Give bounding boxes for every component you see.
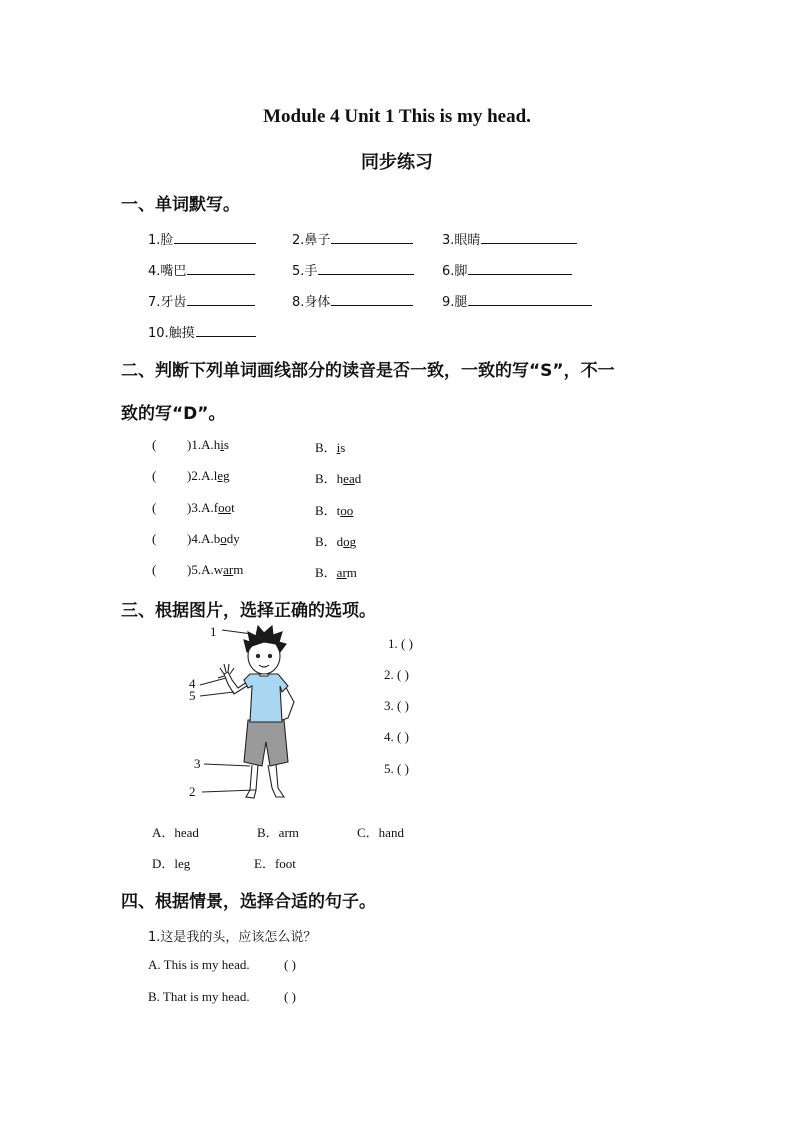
answer-paren[interactable]: ( [152, 562, 157, 578]
right-leg [268, 764, 284, 797]
word-b: B．dog [315, 533, 357, 549]
page-subtitle: 同步练习 [361, 152, 433, 173]
option-c: C．hand [357, 825, 404, 840]
answer-blank[interactable] [331, 231, 413, 244]
answer-slot[interactable]: 2. ( ) [384, 667, 409, 682]
underlined-letters: oo [340, 502, 354, 518]
word-item: 6.脚 [442, 260, 572, 279]
section4-question: 1.这是我的头，应该怎么说？ [148, 930, 317, 945]
answer-blank[interactable] [196, 324, 256, 337]
word-item: 9.腿 [442, 291, 592, 310]
word-item: 5.手 [292, 260, 414, 279]
word-b: B．head [315, 471, 362, 487]
word-a: )3.A.foot [187, 499, 235, 515]
answer-blank[interactable] [468, 262, 572, 275]
answer-blank[interactable] [331, 293, 413, 306]
word-item: 3.眼睛 [442, 229, 577, 248]
section2-heading-line1: 二、判断下列单词画线部分的读音是否一致，一致的写“S”，不一 [121, 361, 615, 381]
word-a: )1.A.his [187, 437, 229, 452]
underlined-letters: eg [217, 468, 230, 484]
option-d: D．leg [152, 856, 191, 871]
underlined-letters: o [343, 533, 350, 549]
word-item: 10.触摸 [148, 322, 256, 341]
answer-paren[interactable]: ( [152, 468, 157, 484]
word-item: 8.身体 [292, 291, 413, 310]
word-item: 2.鼻子 [292, 229, 413, 248]
answer-blank[interactable] [468, 293, 592, 306]
figure-label-5: 5 [189, 688, 196, 703]
word-a: )2.A.leg [187, 468, 230, 484]
left-eye [256, 654, 259, 657]
figure-label-2: 2 [189, 784, 196, 799]
answer-blank[interactable] [174, 231, 256, 244]
word-b: B．arm [315, 565, 357, 581]
sentence-option-a: A. This is my head. [148, 957, 250, 972]
figure-label-3: 3 [194, 756, 201, 771]
left-leg [246, 765, 258, 798]
word-b: B．too [315, 502, 354, 518]
option-b: B．arm [257, 825, 299, 840]
word-item: 4.嘴巴 [148, 260, 255, 279]
answer-slot[interactable]: 4. ( ) [384, 729, 409, 744]
arrow-5 [200, 692, 234, 696]
underlined-letters: i [220, 437, 224, 452]
underlined-letters: ar [223, 562, 234, 578]
section3-heading: 三、根据图片，选择正确的选项。 [121, 601, 376, 621]
t-shirt [244, 674, 288, 722]
option-a: A．head [152, 825, 199, 840]
figure-label-4: 4 [189, 676, 196, 691]
arrow-3 [204, 764, 250, 766]
answer-slot[interactable]: 3. ( ) [384, 698, 409, 713]
section2-heading-line2: 致的写“D”。 [121, 404, 226, 424]
answer-paren[interactable]: ( [152, 530, 157, 546]
page-title: Module 4 Unit 1 This is my head. [263, 106, 531, 127]
shorts [244, 720, 288, 766]
word-b: B．is [315, 440, 346, 455]
answer-blank[interactable] [318, 262, 414, 275]
right-eye [268, 654, 271, 657]
answer-slot[interactable]: ( ) [284, 957, 296, 972]
section4-heading: 四、根据情景，选择合适的句子。 [121, 892, 376, 912]
underlined-letters: i [336, 440, 341, 455]
arrow-4 [200, 678, 226, 685]
option-e: E．foot [254, 856, 296, 871]
arrow-2 [202, 790, 256, 792]
answer-blank[interactable] [187, 262, 255, 275]
answer-slot[interactable]: 5. ( ) [384, 761, 409, 776]
answer-paren[interactable]: ( [152, 499, 157, 515]
underlined-letters: ea [343, 471, 355, 487]
answer-slot[interactable]: 1. ( ) [388, 636, 413, 651]
figure-label-1: 1 [210, 624, 217, 639]
boy-body-parts-figure [180, 622, 320, 807]
word-item: 7.牙齿 [148, 291, 255, 310]
underlined-letters: o [220, 530, 227, 546]
underlined-letters: ar [336, 565, 347, 581]
word-item: 1.脸 [148, 229, 256, 248]
underlined-letters: oo [218, 499, 232, 515]
section1-heading: 一、单词默写。 [121, 195, 240, 215]
sentence-option-b: B. That is my head. [148, 989, 250, 1004]
answer-blank[interactable] [187, 293, 255, 306]
word-a: )5.A.warm [187, 562, 244, 578]
answer-paren[interactable]: ( [152, 437, 157, 452]
boy-illustration [218, 626, 294, 798]
answer-slot[interactable]: ( ) [284, 989, 296, 1004]
answer-blank[interactable] [481, 231, 577, 244]
word-a: )4.A.body [187, 530, 240, 546]
